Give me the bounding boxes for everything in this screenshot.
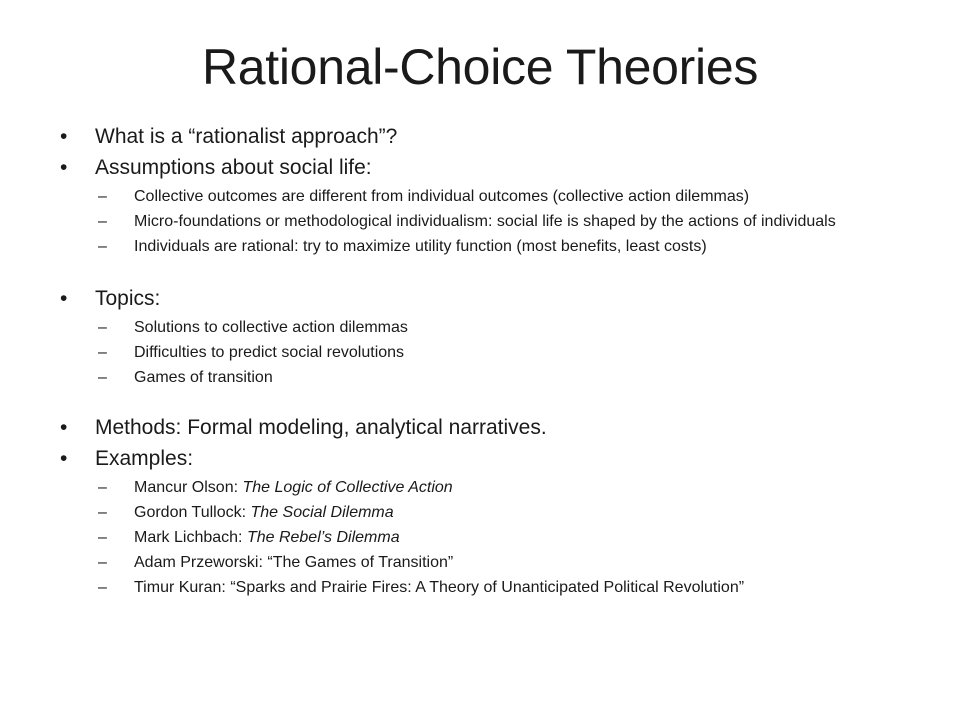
bullet-assumptions: • Assumptions about social life: — [60, 154, 920, 182]
bullet-topics: • Topics: — [60, 285, 920, 313]
bullet-rationalist-approach: • What is a “rationalist approach”? — [60, 123, 920, 151]
example-item — [60, 529, 920, 546]
subbullet-solutions: – Solutions to collective action dilemmas — [60, 319, 920, 336]
example-work-title: “Sparks and Prairie Fires: A Theory of Unanticipated Political Revolution” — [230, 579, 745, 596]
example-work-title: “The Games of Transition” — [267, 554, 454, 571]
subbullet-games-of-transition: – Games of transition — [60, 369, 920, 386]
spacer — [60, 263, 920, 285]
subbullet-collective-outcomes: – Collective outcomes are different from individual outcomes (collective action dilemmas) — [60, 188, 920, 205]
example-work-title: The Rebel’s Dilemma — [246, 529, 400, 546]
bullet-examples: • Examples: — [60, 445, 920, 473]
example-author: Mark Lichbach: — [134, 529, 247, 546]
subbullet-individuals-rational: – Individuals are rational: try to maximize utility function (most benefits, least costs) — [60, 238, 920, 255]
example-item — [60, 504, 920, 521]
example-item — [60, 479, 920, 496]
example-author: Gordon Tullock: — [134, 504, 251, 521]
example-author: Timur Kuran: — [134, 579, 231, 596]
slide-title: Rational-Choice Theories — [201, 39, 759, 95]
subbullet-micro-foundations: – Micro-foundations or methodological individualism: social life is shaped by the actions of individuals — [60, 213, 920, 230]
slide-content — [60, 123, 920, 604]
subbullet-difficulties: – Difficulties to predict social revolutions — [60, 344, 920, 361]
example-author: Adam Przeworski: — [134, 554, 268, 571]
example-item — [60, 554, 920, 571]
example-author: Mancur Olson: — [134, 479, 243, 496]
bullet-methods: • Methods: Formal modeling, analytical narratives. — [60, 414, 920, 442]
example-work-title: The Social Dilemma — [250, 504, 394, 521]
example-item — [60, 579, 920, 596]
example-work-title: The Logic of Collective Action — [242, 479, 453, 496]
spacer — [60, 394, 920, 414]
